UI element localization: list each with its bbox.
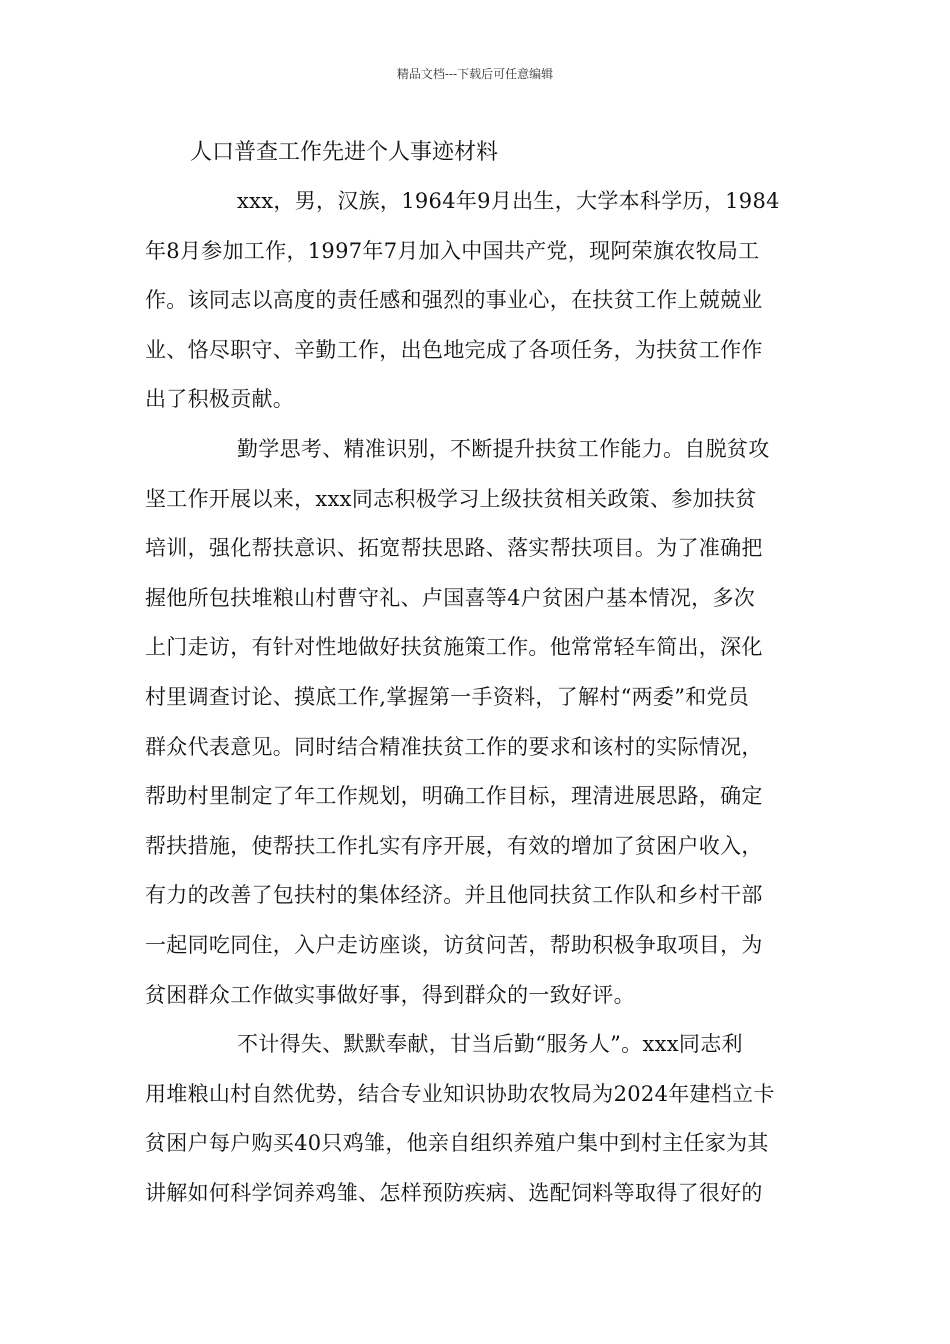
- page-header: 精品文档---下载后可任意编辑: [396, 67, 554, 81]
- paragraph-line: 帮扶措施，使帮扶工作扎实有序开展，有效的增加了贫困户收入，: [145, 833, 763, 858]
- paragraph-line: 勤学思考、精准识别，不断提升扶贫工作能力。自脱贫攻: [237, 436, 770, 461]
- paragraph-line: 培训，强化帮扶意识、拓宽帮扶思路、落实帮扶项目。为了准确把: [145, 536, 763, 561]
- paragraph-line: 用堆粮山村自然优势，结合专业知识协助农牧局为2024年建档立卡: [145, 1081, 775, 1106]
- paragraph-3: [145, 1020, 810, 1218]
- paragraph-line: 业、恪尽职守、辛勤工作，出色地完成了各项任务，为扶贫工作作: [145, 337, 763, 362]
- paragraph-line: 上门走访，有针对性地做好扶贫施策工作。他常常轻车简出，深化: [145, 635, 763, 660]
- paragraph-2: [145, 425, 810, 1020]
- paragraph-line: 一起同吃同住，入户走访座谈，访贫问苦，帮助积极争取项目，为: [145, 932, 763, 957]
- paragraph-line: 贫困群众工作做实事做好事，得到群众的一致好评。: [145, 982, 635, 1007]
- paragraph-line: 年8月参加工作，1997年7月加入中国共产党，现阿荣旗农牧局工: [145, 238, 760, 263]
- paragraph-line: 作。该同志以高度的责任感和强烈的事业心，在扶贫工作上兢兢业: [145, 288, 763, 313]
- paragraph-line: xxx，男，汉族，1964年9月出生，大学本科学历，1984: [237, 189, 780, 213]
- paragraph-line: 讲解如何科学饲养鸡雏、怎样预防疾病、选配饲料等取得了很好的: [145, 1180, 763, 1205]
- paragraph-line: 出了积极贡献。: [145, 387, 295, 412]
- paragraph-line: 握他所包扶堆粮山村曹守礼、卢国喜等4户贫困户基本情况，多次: [145, 585, 756, 610]
- paragraph-line: 有力的改善了包扶村的集体经济。并且他同扶贫工作队和乡村干部: [145, 883, 763, 908]
- paragraph-line: 帮助村里制定了年工作规划，明确工作目标，理清进展思路，确定: [145, 784, 763, 809]
- document-body: [145, 177, 810, 1218]
- paragraph-line: 坚工作开展以来，xxx同志积极学习上级扶贫相关政策、参加扶贫: [145, 486, 757, 511]
- paragraph-line: 群众代表意见。同时结合精准扶贫工作的要求和该村的实际情况，: [145, 734, 763, 759]
- paragraph-line: 贫困户每户购买40只鸡雏，他亲自组织养殖户集中到村主任家为其: [145, 1131, 769, 1156]
- paragraph-line: 不计得失、默默奉献，甘当后勤“服务人”。xxx同志利: [237, 1032, 743, 1057]
- paragraph-1: [145, 177, 810, 425]
- document-title: 人口普查工作先进个人事迹材料: [190, 140, 499, 165]
- paragraph-line: 村里调查讨论、摸底工作,掌握第一手资料，了解村“两委”和党员: [145, 684, 750, 709]
